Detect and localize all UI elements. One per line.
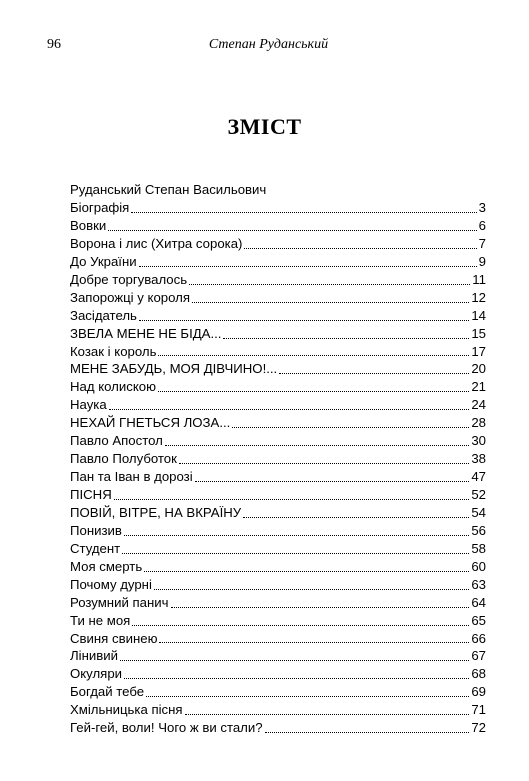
toc-dot-leader [154, 589, 469, 590]
toc-dot-leader [146, 696, 469, 697]
toc-author: Руданський Степан Васильович [70, 182, 267, 197]
toc-entry-title: НЕХАЙ ГНЕТЬСЯ ЛОЗА... [70, 415, 231, 431]
toc-entry-page: 6 [478, 217, 486, 233]
toc-entry-title: ЗВЕЛА МЕНЕ НЕ БІДА... [70, 325, 222, 341]
toc-dot-leader [108, 230, 476, 231]
toc-entry-page: 66 [471, 630, 486, 646]
toc-entry-page: 64 [471, 594, 486, 610]
toc-dot-leader [139, 320, 469, 321]
toc-entry [70, 235, 486, 253]
toc-entry-page: 3 [478, 200, 486, 215]
toc-entry-title: Окуляри [70, 666, 123, 682]
toc-dot-leader [192, 302, 469, 303]
toc-entry [70, 594, 486, 612]
toc-dot-leader [124, 678, 469, 679]
toc-dot-leader [144, 571, 469, 572]
toc-entry [70, 199, 486, 217]
toc-entry-page: 20 [471, 361, 486, 377]
toc-entry [70, 307, 486, 325]
toc-dot-leader [232, 427, 469, 428]
toc-entry [70, 612, 486, 630]
toc-dot-leader [120, 660, 469, 661]
toc-dot-leader [189, 284, 470, 285]
toc-dot-leader [265, 732, 470, 733]
toc-entry-page: 9 [478, 253, 486, 269]
toc-entry-title: Лінивий [70, 648, 118, 664]
toc-entry [70, 325, 486, 343]
toc-entry [70, 360, 486, 378]
toc-entry-title: Хмільницька пісня [70, 702, 183, 718]
toc-entry-title: Моя смерть [70, 558, 143, 574]
toc-dot-leader [243, 517, 469, 518]
toc-entry-title: Засідатель [70, 307, 137, 323]
toc-entry [70, 271, 486, 289]
toc-entry-title: Ворона і лис (Хитра сорока) [70, 235, 243, 251]
toc-entry [70, 432, 486, 450]
toc-entry-title: Почому дурні [70, 576, 152, 592]
toc-dot-leader [179, 463, 469, 464]
toc-dot-leader [165, 445, 469, 446]
toc-dot-leader [158, 391, 469, 392]
toc-title: ЗМІСТ [227, 114, 302, 139]
toc-dot-leader [124, 535, 469, 536]
toc-entry-title: ПІСНЯ [70, 487, 112, 502]
toc-entry [70, 522, 486, 540]
toc-entry-page: 52 [471, 487, 486, 502]
toc-entry-page: 38 [471, 451, 486, 467]
toc-dot-leader [131, 212, 476, 213]
toc-entry [70, 647, 486, 665]
toc-entry [70, 701, 486, 719]
toc-entry-page: 54 [471, 504, 486, 520]
toc-entry-page: 47 [471, 469, 486, 485]
toc-entry-page: 28 [471, 415, 486, 431]
toc-entry-page: 21 [471, 379, 486, 395]
toc-entry-title: До України [70, 253, 137, 269]
toc-entry-page: 58 [471, 540, 486, 556]
toc-dot-leader [223, 338, 469, 339]
toc-entry-title: Ти не моя [70, 612, 131, 628]
toc-entry-page: 56 [471, 522, 486, 538]
toc-entry [70, 217, 486, 235]
toc-dot-leader [185, 714, 470, 715]
toc-entry [70, 253, 486, 271]
toc-entry [70, 630, 486, 648]
toc-dot-leader [244, 248, 476, 249]
toc-entry-page: 65 [471, 612, 486, 628]
toc-dot-leader [279, 373, 469, 374]
toc-entry-title: Біографія [70, 200, 130, 215]
toc-entry-title: ПОВІЙ, ВІТРЕ, НА ВКРАЇНУ [70, 504, 242, 520]
toc-entry-page: 15 [471, 325, 486, 341]
toc-entry-title: Козак і король [70, 343, 157, 359]
toc-entry-title: Богдай тебе [70, 684, 145, 700]
toc-entry-page: 30 [471, 433, 486, 449]
toc-entry-title: Павло Полуботок [70, 451, 177, 467]
toc-entry [70, 665, 486, 683]
toc-entry [70, 289, 486, 307]
toc-entry [70, 576, 486, 594]
toc-dot-leader [139, 266, 477, 267]
toc-entry [70, 468, 486, 486]
toc-dot-leader [132, 625, 469, 626]
toc-entry-title: Добре торгувалось [70, 271, 188, 287]
toc-entry [70, 414, 486, 432]
toc-entry-page: 60 [471, 558, 486, 574]
toc-entry-title: Запорожці у короля [70, 289, 190, 305]
toc-entry-title: МЕНЕ ЗАБУДЬ, МОЯ ДІВЧИНО!... [70, 361, 278, 377]
toc-entry [70, 683, 486, 701]
toc-entry-page: 7 [478, 235, 486, 251]
toc-entry-page: 14 [471, 307, 486, 323]
toc-entry-page: 11 [472, 271, 486, 287]
toc-entry-page: 69 [471, 684, 486, 700]
page-number: 96 [47, 37, 61, 52]
toc-entry-title: Студент [70, 540, 121, 556]
table-of-contents [70, 180, 486, 737]
toc-entry-title: Пан та Іван в дорозі [70, 469, 193, 485]
running-head: Степан Руданський [208, 37, 329, 52]
toc-entry-page: 12 [471, 289, 486, 305]
toc-entry-page: 63 [471, 576, 486, 592]
toc-dot-leader [114, 499, 470, 500]
toc-dot-leader [122, 553, 469, 554]
toc-dot-leader [158, 355, 469, 356]
toc-entry [70, 396, 486, 414]
toc-dot-leader [171, 607, 470, 608]
toc-entry [70, 540, 486, 558]
toc-entry [70, 558, 486, 576]
toc-entry-page: 67 [471, 648, 486, 664]
toc-entry-page: 71 [471, 702, 486, 718]
toc-entry-title: Свиня свинею [70, 630, 158, 646]
toc-entry-title: Павло Апостол [70, 433, 163, 449]
toc-entry-page: 72 [471, 720, 486, 736]
toc-entry-title: Над колискою [70, 379, 156, 395]
toc-entry-page: 24 [471, 397, 486, 413]
page-header [0, 36, 529, 54]
toc-dot-leader [195, 481, 470, 482]
toc-dot-leader [109, 409, 470, 410]
toc-dot-leader [159, 642, 469, 643]
toc-entry [70, 504, 486, 522]
toc-entry-title: Розумний панич [70, 594, 169, 610]
toc-entry [70, 450, 486, 468]
toc-entry [70, 486, 486, 504]
toc-entry-list [70, 199, 486, 737]
toc-entry [70, 719, 486, 737]
toc-entry-title: Наука [70, 397, 107, 413]
toc-entry-title: Вовки [70, 217, 107, 233]
toc-entry-title: Гей-гей, воли! Чого ж ви стали? [70, 720, 263, 736]
toc-entry-title: Понизив [70, 522, 122, 538]
toc-entry [70, 378, 486, 396]
toc-entry-page: 17 [471, 343, 486, 359]
toc-entry-page: 68 [471, 666, 486, 682]
toc-entry [70, 343, 486, 361]
